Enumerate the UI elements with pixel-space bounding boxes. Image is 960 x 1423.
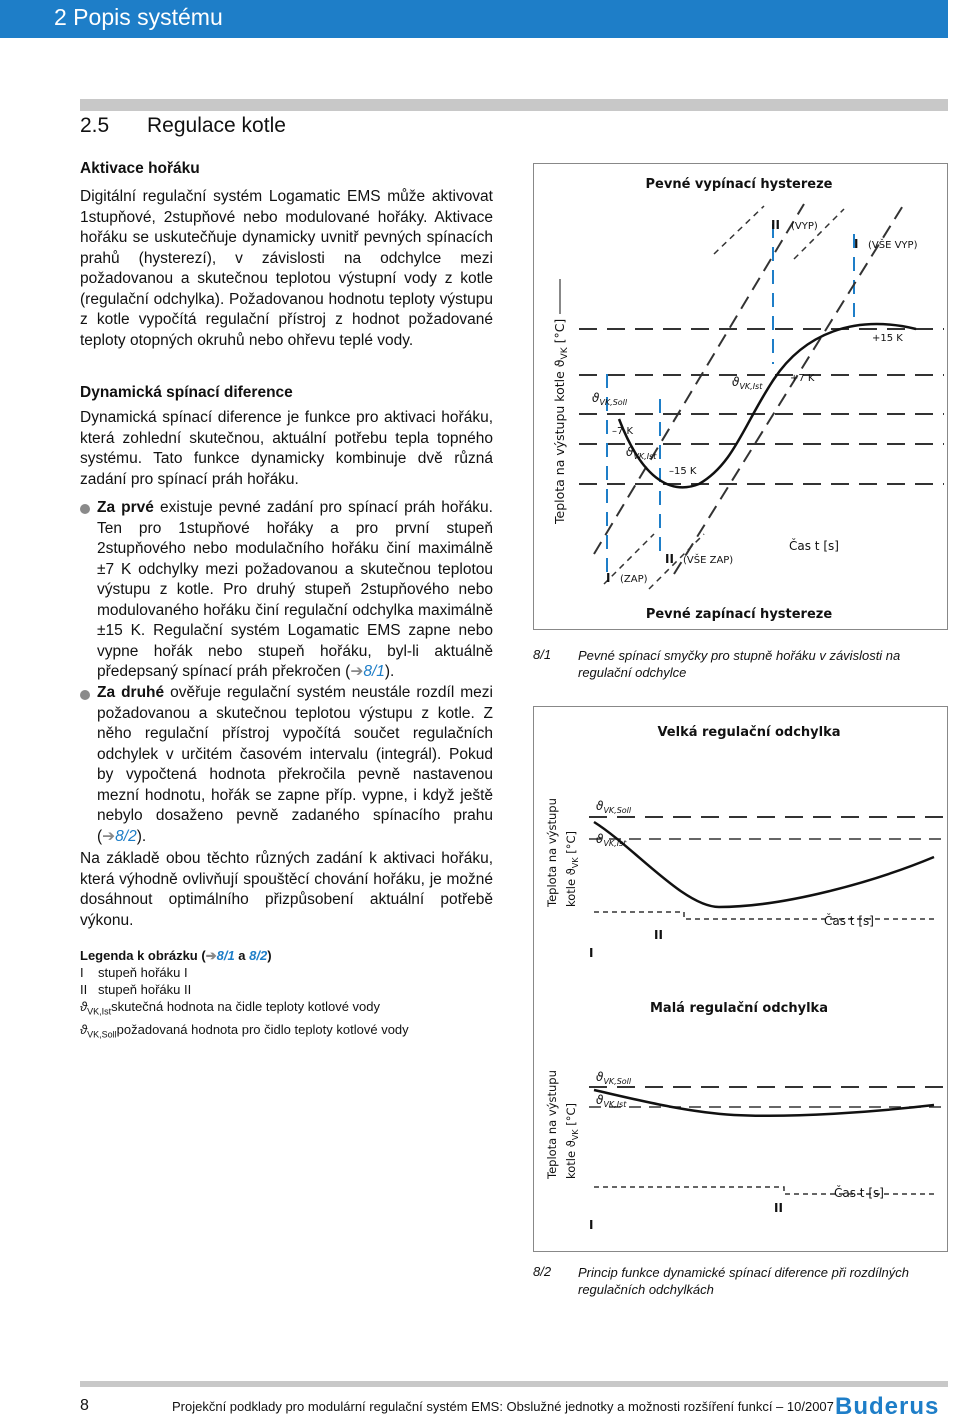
fig-ref-8-2[interactable]: 8/2 bbox=[115, 827, 137, 845]
activation-heading: Aktivace hořáku bbox=[80, 160, 200, 177]
ist-curve bbox=[619, 324, 916, 487]
fig2a-y-label bbox=[545, 798, 580, 908]
section-title bbox=[80, 114, 286, 138]
fig1-zap1-text: (ZAP) bbox=[620, 574, 648, 585]
fig2-caption-number: 8/2 bbox=[533, 1264, 552, 1279]
figure-8-2 bbox=[533, 706, 948, 1252]
fig2b-stage1: I bbox=[589, 1218, 594, 1232]
fig2a-stage1: I bbox=[589, 946, 594, 960]
footer-text: Projekční podklady pro modulární regulační systém EMS: Obslužné jednotky a možnosti rozšíření funkcí – 10/2007 bbox=[172, 1399, 834, 1414]
bullet-1 bbox=[97, 498, 493, 683]
arrow-right-icon: ➔ bbox=[102, 827, 116, 845]
bullet-1-text: existuje pevné zadání pro spínací práh hořáku. Ten pro 1stupňové hořáky a pro první stupeň 2stupňového nebo modulačního hořáku činí maximálně ±7 K odchylky mezi požadovanou a skutečnou teplotou výstupu z kotle. Pro druhý stupeň 2stupňového nebo modulovaného hořáku činí regulační odchylka maximálně ±15 K. Regulační systém Logamatic EMS zapne nebo vypne hořák nebo stupeň hořáku, byl-li aktuálně předepsaný spínací práh překročen ( bbox=[97, 499, 493, 680]
chapter-header-bar bbox=[0, 0, 948, 38]
fig1-caption-number: 8/1 bbox=[533, 647, 552, 662]
fig2-title-a: Velká regulační odchylka bbox=[657, 725, 841, 740]
fig-ref-8-1[interactable]: 8/1 bbox=[363, 663, 385, 680]
fig2b-soll: $ϑ_{VK,Soll}$ bbox=[596, 1070, 632, 1086]
bullet-1-lead: Za prvé bbox=[97, 499, 154, 516]
fig2b-y-label bbox=[545, 1070, 580, 1180]
fig-ref-8-1[interactable]: 8/1 bbox=[216, 948, 235, 963]
bullet-dot-2 bbox=[80, 690, 90, 700]
ramp-2 bbox=[674, 204, 904, 574]
fig2-title-b: Malá regulační odchylka bbox=[650, 1001, 828, 1016]
ramp-top-1 bbox=[714, 206, 764, 254]
figure-8-1 bbox=[533, 163, 948, 630]
page-number: 8 bbox=[80, 1397, 89, 1414]
fig1-vyp1-text: (VŠE VYP) bbox=[868, 240, 918, 251]
fig1-top-title: Pevné vypínací hystereze bbox=[645, 177, 833, 192]
fig2a-time: Čas t [s] bbox=[824, 914, 874, 928]
section-bar bbox=[80, 99, 948, 111]
arrow-right-icon: ➔ bbox=[350, 663, 364, 680]
fig1-zap2: II bbox=[665, 552, 674, 566]
fig2a-soll: $ϑ_{VK,Soll}$ bbox=[596, 799, 632, 815]
fig1-time: Čas t [s] bbox=[789, 539, 839, 553]
fig2-caption: Princip funkce dynamické spínací diference při rozdílných regulačních odchylkách bbox=[578, 1265, 909, 1297]
bullet-2-lead: Za druhé bbox=[97, 684, 165, 701]
fig1-soll-label: $ϑ_{VK,Soll}$ bbox=[592, 391, 628, 407]
fig1-zap1: I bbox=[606, 571, 611, 585]
footer-bar bbox=[80, 1381, 948, 1387]
fig2a-curve bbox=[594, 822, 934, 907]
section-number: 2.5 bbox=[80, 114, 110, 137]
legend bbox=[80, 947, 500, 1043]
legend-item: $ϑ_{VK,Soll}požadovaná$ hodnota pro čidlo teploty kotlové vody bbox=[80, 1021, 409, 1040]
fig1-p7: +7 K bbox=[790, 373, 815, 384]
bullet-2-tail: ). bbox=[136, 827, 147, 845]
legend-title: Legenda k obrázku (➔8/1 a 8/2) bbox=[80, 948, 272, 963]
fig-ref-8-2[interactable]: 8/2 bbox=[249, 948, 268, 963]
fig2a-ist: $ϑ_{VK,Ist}$ bbox=[596, 832, 627, 848]
bullet-1-tail: ). bbox=[384, 663, 395, 680]
bullet-2 bbox=[97, 683, 493, 847]
fig1-p15: +15 K bbox=[872, 333, 903, 344]
buderus-logo: Buderus bbox=[835, 1393, 940, 1420]
svg-text:Teplota na výstupu: Teplota na výstupu bbox=[545, 1070, 559, 1179]
bullet-dot-1 bbox=[80, 504, 90, 514]
arrow-right-icon: ➔ bbox=[205, 948, 217, 963]
svg-text:Teplota na výstupu: Teplota na výstupu bbox=[545, 798, 559, 907]
fig2a-stage-line bbox=[594, 912, 934, 919]
chapter-title: 2 Popis systému bbox=[54, 4, 223, 30]
dynamic-diagram bbox=[534, 707, 947, 1251]
fig1-vyp1: I bbox=[854, 237, 859, 251]
fig1-m7: –7 K bbox=[612, 426, 634, 437]
svg-text:kotle ϑVK [°C]: kotle $ϑ_{VK}$ [°C] bbox=[564, 831, 580, 907]
ramp-top-2 bbox=[794, 209, 844, 259]
fig2a-stage2: II bbox=[654, 928, 663, 942]
bullet-2-text: ověřuje regulační systém neustále rozdíl mezi požadovanou a skutečnou teplotou výstupu z kotle. Z něho regulační přístroj vypočítá součet regulačních odchylek v určitém časovém intervalu (integrál). Pokud by vypočtená hodnota překročila pevně nastavenou mezní hodnotu, hořák se zapne příp. vypne, i když ještě nebylo dosaženo pevně zadaného spínacího prahu ( bbox=[97, 684, 493, 845]
fig1-ist1-label: $ϑ_{VK,Ist}$ bbox=[626, 445, 657, 461]
section-name: Regulace kotle bbox=[147, 114, 286, 137]
fig1-y-axis-label bbox=[552, 319, 570, 525]
fig1-m15: –15 K bbox=[669, 466, 697, 477]
svg-text:Teplota na výstupu kotle ϑVK [: Teplota na výstupu kotle $ϑ_{VK}$ [°C] bbox=[552, 318, 570, 524]
svg-text:kotle ϑVK [°C]: kotle $ϑ_{VK}$ [°C] bbox=[564, 1103, 580, 1179]
legend-item: I stupeň hořáku I bbox=[80, 965, 188, 980]
fig2b-ist: $ϑ_{VK,Ist}$ bbox=[596, 1093, 627, 1109]
fig1-vyp2-text: (VYP) bbox=[791, 221, 818, 232]
hysteresis-diagram bbox=[534, 164, 947, 629]
fig2b-curve bbox=[594, 1090, 934, 1116]
legend-item: $ϑ_{VK,Ist}skutečná$ hodnota na čidle teploty kotlové vody bbox=[80, 999, 381, 1017]
fig1-bottom-title: Pevné zapínací hystereze bbox=[645, 607, 833, 622]
dynamic-text: Dynamická spínací diference je funkce pro aktivaci hořáku, která zohlední skutečnou, aktuální potřebu tepla topného systému. Tato funkce dynamicky kombinuje dvě různá zadání pro spínací práh hořáku. bbox=[80, 409, 493, 488]
dynamic-heading: Dynamická spínací diference bbox=[80, 384, 293, 401]
legend-item: II stupeň hořáku II bbox=[80, 982, 192, 997]
fig2b-stage2: II bbox=[774, 1201, 783, 1215]
conclusion-text: Na základě obou těchto různých zadání k aktivaci hořáku, která výhodně ovlivňují spouštěcí chování hořáku, je možné dosáhnout optimálního přizpůsobení aktuální potřebě výkonu. bbox=[80, 850, 493, 929]
fig2b-time: Čas t [s] bbox=[834, 1186, 884, 1200]
fig1-ist2-label: $ϑ_{VK,Ist}$ bbox=[732, 375, 763, 391]
fig1-zap2-text: (VŠE ZAP) bbox=[683, 555, 734, 566]
fig1-vyp2: II bbox=[771, 218, 780, 232]
activation-text: Digitální regulační systém Logamatic EMS může aktivovat 1stupňové, 2stupňové nebo modulované hořáky. Aktivace hořáku se uskutečňuje dynamicky uvnitř pevných spínacích prahů (hysterezí), v závislosti na odchylce mezi požadovanou a skutečnou teplotou výstupní vody z kotle (regulační odchylka). Požadovanou hodnotu teploty výstupu z kotle vypočítá regulační přístroj z hodnot požadované teploty otopných okruhů nebo ohřevu teplé vody. bbox=[80, 188, 493, 349]
fig1-caption: Pevné spínací smyčky pro stupně hořáku v závislosti na regulační odchylce bbox=[578, 648, 901, 680]
